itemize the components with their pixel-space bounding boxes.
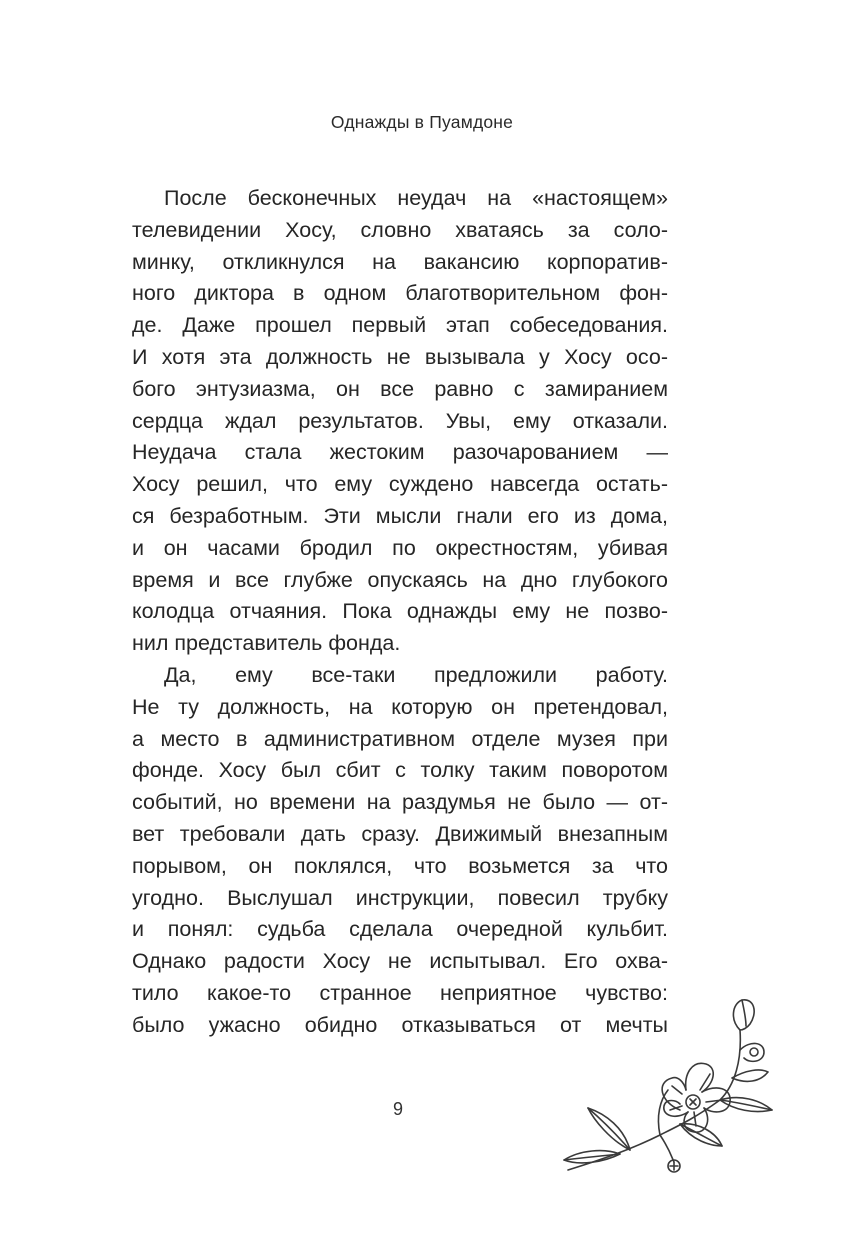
text-line: И хотя эта должность не вызывала у Хосу осо- [132,344,668,369]
text-line: бого энтузиазма, он все равно с замиранием [132,376,668,401]
text-line: порывом, он поклялся, что возьмется за что [132,853,668,878]
text-line: Однако радости Хосу не испытывал. Его охва- [132,949,668,974]
text-line: ного диктора в одном благотворительном фон- [132,281,668,306]
text-line: Хосу решил, что ему суждено навсегда остать- [132,472,668,497]
text-line: ся безработным. Эти мысли гнали его из дома, [132,503,668,528]
text-line: телевидении Хосу, словно хватаясь за соло- [132,217,668,242]
text-line: После бесконечных неудач на «настоящем» [164,186,668,210]
text-line: минку, откликнулся на вакансию корпоратив- [132,249,668,274]
paragraph-1 [132,183,668,660]
text-line: время и все глубже опускаясь на дно глубокого [132,567,668,592]
text-line: и он часами бродил по окрестностям, убивая [132,535,668,560]
body-text [132,183,668,1042]
paragraph-2 [132,660,668,1042]
text-line: де. Даже прошел первый этап собеседования. [132,313,668,338]
text-line: Неудача стала жестоким разочарованием — [132,440,668,465]
text-line: событий, но времени на раздумья не было — от- [132,790,668,815]
text-line: было ужасно обидно отказываться от мечты [132,1012,668,1037]
flower-branch-icon [560,990,780,1180]
text-line: колодца отчаяния. Пока однажды ему не позво- [132,599,668,624]
text-line: фонде. Хосу был сбит с толку таким поворотом [132,758,668,783]
running-header: Однажды в Пуамдоне [330,112,514,132]
text-line: вет требовали дать сразу. Движимый внезапным [132,821,668,846]
text-line: сердца ждал результатов. Увы, ему отказали. [132,408,668,433]
text-line: а место в административном отделе музея при [132,726,668,751]
text-line: угодно. Выслушал инструкции, повесил трубку [132,885,668,910]
page-number: 9 [392,1099,403,1119]
text-line: Да, ему все-таки предложили работу. [164,662,668,687]
text-line: тило какое-то странное неприятное чувство: [132,980,668,1005]
text-line: и понял: судьба сделала очередной кульбит. [132,917,668,942]
text-line: Не ту должность, на которую он претендовал, [132,694,668,719]
text-line: нил представитель фонда. [132,631,401,656]
